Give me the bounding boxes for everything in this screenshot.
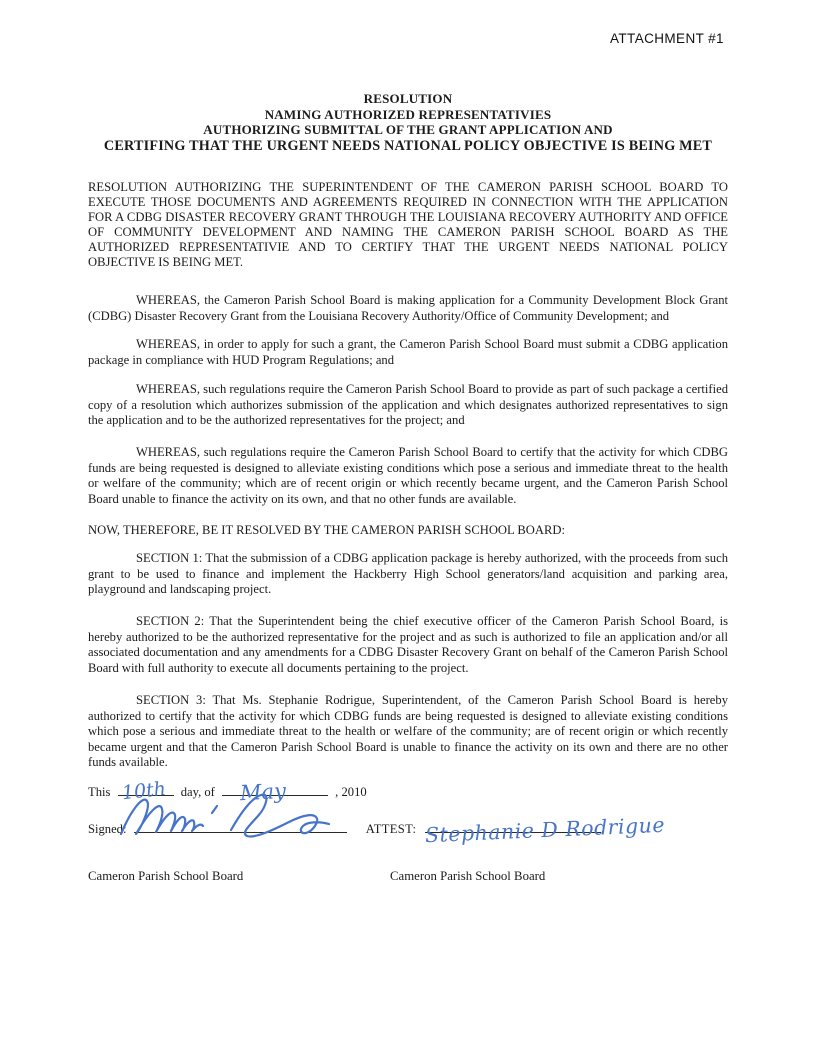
attest-label: ATTEST: — [365, 822, 417, 836]
title-line-3: AUTHORIZING SUBMITTAL OF THE GRANT APPLICATION AND — [203, 122, 613, 138]
organization-footer — [88, 869, 728, 889]
title-line-1: RESOLUTION — [363, 91, 453, 106]
day-handwritten-value: 10th — [120, 777, 167, 804]
whereas-paragraph-3: WHEREAS, such regulations require the Cameron Parish School Board to provide as part of such package a certified copy of a resolution which authorizes submission of the application and which designates authorized representatives to sign the application and to be the authorized representatives for the project; and — [88, 382, 728, 427]
signed-label: Signed: — [88, 822, 127, 836]
year-label: , 2010 — [335, 785, 367, 799]
resolved-clause: NOW, THEREFORE, BE IT RESOLVED BY THE CAMERON PARISH SCHOOL BOARD: — [88, 523, 565, 537]
this-label: This — [88, 785, 111, 799]
signature-line — [88, 812, 728, 847]
attest-handwritten-signature: Stephanie D Rodrigue — [424, 812, 666, 847]
whereas-paragraph-2: WHEREAS, in order to apply for such a grant, the Cameron Parish School Board must submit a CDBG application package in compliance with HUD Program Regulations; and — [88, 337, 728, 367]
document-title — [88, 91, 728, 155]
attest-signature-field — [424, 812, 666, 847]
section-paragraph-2: SECTION 2: That the Superintendent being the chief executive officer of the Cameron Parish School Board, is hereby authorized to be the authorized representative for the project and as such is authorized to file an application and/or all associated documentation and any amendments for a CDBG Disaster Recovery Grant on behalf of the Cameron Parish School Board with full authority to execute all documents pertaining to the project. — [88, 614, 728, 675]
month-handwritten-value: May — [239, 778, 287, 805]
whereas-paragraph-4: WHEREAS, such regulations require the Cameron Parish School Board to certify that the activity for which CDBG funds are being requested is designed to alleviate existing conditions which pose a serious and immediate threat to the health or welfare of the community; which are of recent origin or which recently became urgent, and the Cameron Parish School Board unable to finance the activity on its own, and that no other funds are available. — [88, 445, 728, 506]
attachment-label: ATTACHMENT #1 — [610, 31, 724, 46]
section-paragraph-3: SECTION 3: That Ms. Stephanie Rodrigue, Superintendent, of the Cameron Parish School Board is hereby authorized to certify that the activity for which CDBG funds are being requested is designed to alleviate existing conditions which pose a serious and immediate threat to the health or welfare of the community; are of recent origin or which recently became urgent and that the Cameron Parish School Board is unable to finance the activity on its own and there are no other funds available. — [88, 693, 728, 769]
section-paragraph-1: SECTION 1: That the submission of a CDBG application package is hereby authorized, with the proceeds from such grant to be used to finance and implement the Hackberry High School generators/land acquisition and parking area, playground and landscaping project. — [88, 551, 728, 596]
execution-block — [88, 777, 728, 847]
title-line-2: NAMING AUTHORIZED REPRESENTATIVIES — [264, 106, 552, 122]
day-of-label: day, of — [180, 785, 215, 799]
footer-org-left: Cameron Parish School Board — [88, 869, 244, 883]
handwritten-signature — [114, 788, 366, 842]
opening-paragraph: RESOLUTION AUTHORIZING THE SUPERINTENDENT OF THE CAMERON PARISH SCHOOL BOARD TO EXECUTE THOSE DOCUMENTS AND AGREEMENTS REQUIRED IN CONNECTION WITH THE APPLICATION FOR A CDBG DISASTER RECOVERY GRANT THROUGH THE LOUISIANA RECOVERY AUTHORITY AND OFFICE OF COMMUNITY DEVELOPMENT AND NAMING THE CAMERON PARISH SCHOOL BOARD AS THE AUTHORIZED REPRESENTATIVIE AND TO CERTIFY THAT THE URGENT NEEDS NATIONAL POLICY OBJECTIVE IS BEING MET. — [88, 180, 728, 269]
title-line-4: CERTIFING THAT THE URGENT NEEDS NATIONAL POLICY OBJECTIVE IS BEING MET — [103, 138, 713, 155]
footer-org-right: Cameron Parish School Board — [390, 869, 546, 883]
signed-signature-field — [134, 820, 347, 833]
whereas-paragraph-1: WHEREAS, the Cameron Parish School Board is making application for a Community Development Block Grant (CDBG) Disaster Recovery Grant from the Louisiana Recovery Authority/Office of Community Development; and — [88, 293, 728, 323]
